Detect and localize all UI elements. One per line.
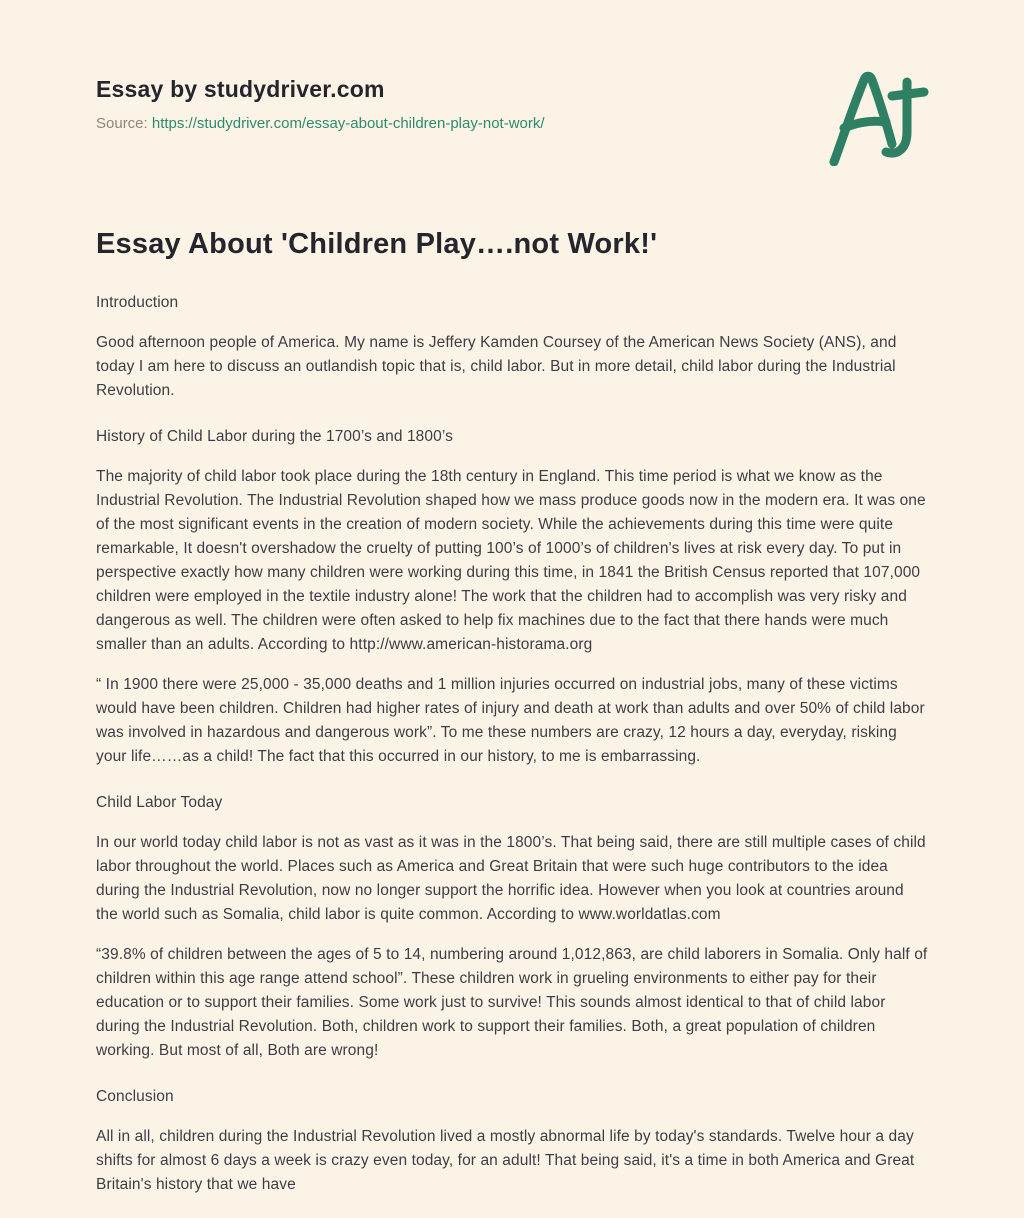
section-subheading: Introduction: [96, 294, 179, 311]
source-url-link[interactable]: https://studydriver.com/essay-about-children-play-not-work/: [151, 115, 545, 132]
section-paragraph: “ In 1900 there were 25,000 - 35,000 deaths and 1 million injuries occurred on industrial jobs, many of these victims would have been children. Children had higher rates of injury and death at work than adults and over 50% of child labor was involved in hazardous and dangerous work”. To me these numbers are crazy, 12 hours a day, everyday, risking your life……as a child! The fact that this occurred in our history, to me is embarrassing.: [96, 676, 925, 765]
section-subheading: Conclusion: [96, 1088, 174, 1105]
article-title: Essay About 'Children Play….not Work!': [96, 228, 658, 260]
studydriver-logo-icon[interactable]: [828, 70, 930, 166]
section-paragraph: The majority of child labor took place during the 18th century in England. This time period is what we know as the Industrial Revolution. The Industrial Revolution shaped how we mass produce goods now in the modern era. It was one of the most significant events in the creation of modern society. While the achievements during this time were quite remarkable, It doesn't overshadow the cruelty of putting 100’s of 1000’s of children's lives at risk every day. To put in perspective exactly how many children were working during this time, in 1841 the British Census reported that 107,000 children were employed in the textile industry alone! The work that the children had to accomplish was very risky and dangerous as well. The children were often asked to help fix machines due to the fact that there hands were much smaller than an adults. According to http://www.american-historama.org: [96, 468, 926, 653]
section-subheading: History of Child Labor during the 1700’s and 1800’s: [96, 428, 453, 445]
article-body: [96, 291, 928, 1197]
section-paragraph: In our world today child labor is not as vast as it was in the 1800’s. That being said, there are still multiple cases of child labor throughout the world. Places such as America and Great Britain that were such huge contributors to the idea during the Industrial Revolution, now no longer support the horrific idea. However when you look at countries around the world such as Somalia, child labor is quite common. According to www.worldatlas.com: [96, 834, 926, 923]
source-line: [96, 115, 928, 132]
section-subheading: Child Labor Today: [96, 794, 223, 811]
source-label: Source:: [96, 115, 148, 132]
header: [96, 0, 928, 132]
section-paragraph: Good afternoon people of America. My name is Jeffery Kamden Coursey of the American News Society (ANS), and today I am here to discuss an outlandish topic that is, child labor. But in more detail, child labor during the Industrial Revolution.: [96, 334, 897, 399]
site-title: Essay by studydriver.com: [96, 76, 385, 102]
section-paragraph: “39.8% of children between the ages of 5 to 14, numbering around 1,012,863, are child laborers in Somalia. Only half of children within this age range attend school”. These children work in grueling environments to either pay for their education or to support their families. Some work just to survive! This sounds almost identical to that of child labor during the Industrial Revolution. Both, children work to support their families. Both, a great population of children working. But most of all, Both are wrong!: [96, 946, 928, 1059]
section-paragraph: All in all, children during the Industrial Revolution lived a mostly abnormal life by today's standards. Twelve hour a day shifts for almost 6 days a week is crazy even today, for an adult! That being said, it's a time in both America and Great Britain's history that we have: [96, 1128, 915, 1193]
